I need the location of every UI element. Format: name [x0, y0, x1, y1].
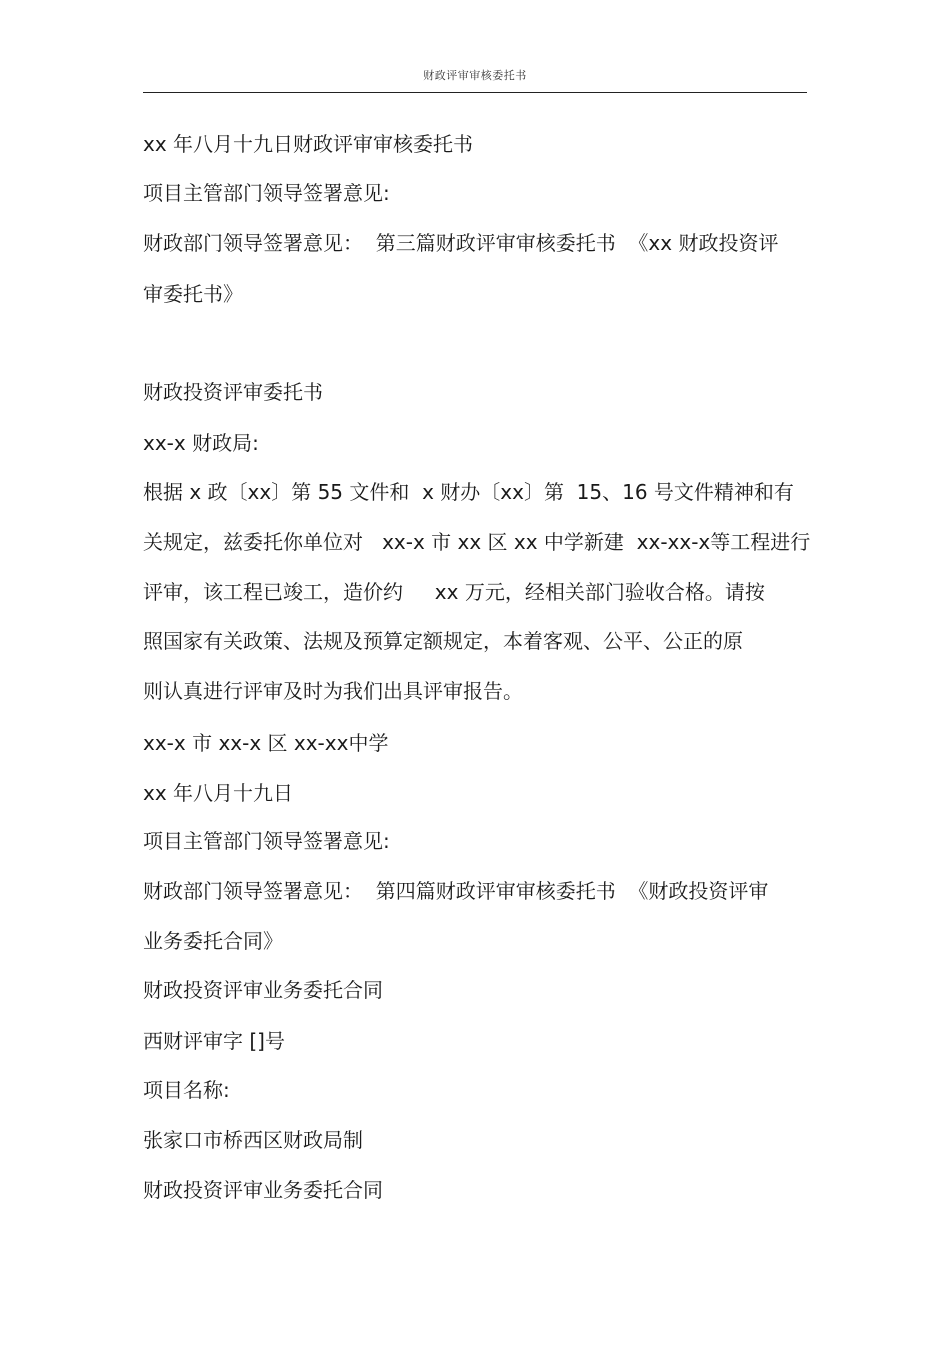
text-line: xx 年八月十九日: [143, 781, 294, 805]
page-header: [143, 64, 807, 93]
text-line: 关规定，兹委托你单位对 xx-x 市 xx 区 xx 中学新建 xx-xx-x等工程进行: [143, 530, 811, 554]
text-line: 西财评审字 []号: [143, 1029, 285, 1053]
text-line: 审委托书》: [143, 282, 243, 306]
text-line: 项目主管部门领导签署意见:: [143, 829, 390, 853]
text-line: 财政部门领导签署意见： 第三篇财政评审审核委托书 《xx 财政投资评: [143, 231, 779, 255]
text-line: 财政部门领导签署意见： 第四篇财政评审审核委托书 《财政投资评审: [143, 879, 769, 903]
text-line: 根据 x 政〔xx〕第 55 文件和 x 财办〔xx〕第 15、16 号文件精神和有: [143, 480, 794, 504]
text-line: xx 年八月十九日财政评审审核委托书: [143, 132, 474, 156]
text-line: 评审，该工程已竣工，造价约 xx 万元，经相关部门验收合格。请按: [143, 580, 765, 604]
text-line: 则认真进行评审及时为我们出具评审报告。: [143, 679, 523, 703]
text-line: 业务委托合同》: [143, 929, 283, 953]
header-title: 财政评审审核委托书: [423, 69, 527, 82]
text-line: xx-x 市 xx-x 区 xx-xx中学: [143, 731, 389, 755]
text-line: 财政投资评审委托书: [143, 380, 323, 404]
text-line: 项目主管部门领导签署意见:: [143, 181, 390, 205]
text-line: 照国家有关政策、法规及预算定额规定，本着客观、公平、公正的原: [143, 629, 743, 653]
text-line: 财政投资评审业务委托合同: [143, 978, 383, 1002]
text-line: 财政投资评审业务委托合同: [143, 1178, 383, 1202]
text-line: 张家口市桥西区财政局制: [143, 1128, 363, 1152]
text-line: xx-x 财政局:: [143, 431, 259, 455]
text-line: 项目名称:: [143, 1078, 230, 1102]
